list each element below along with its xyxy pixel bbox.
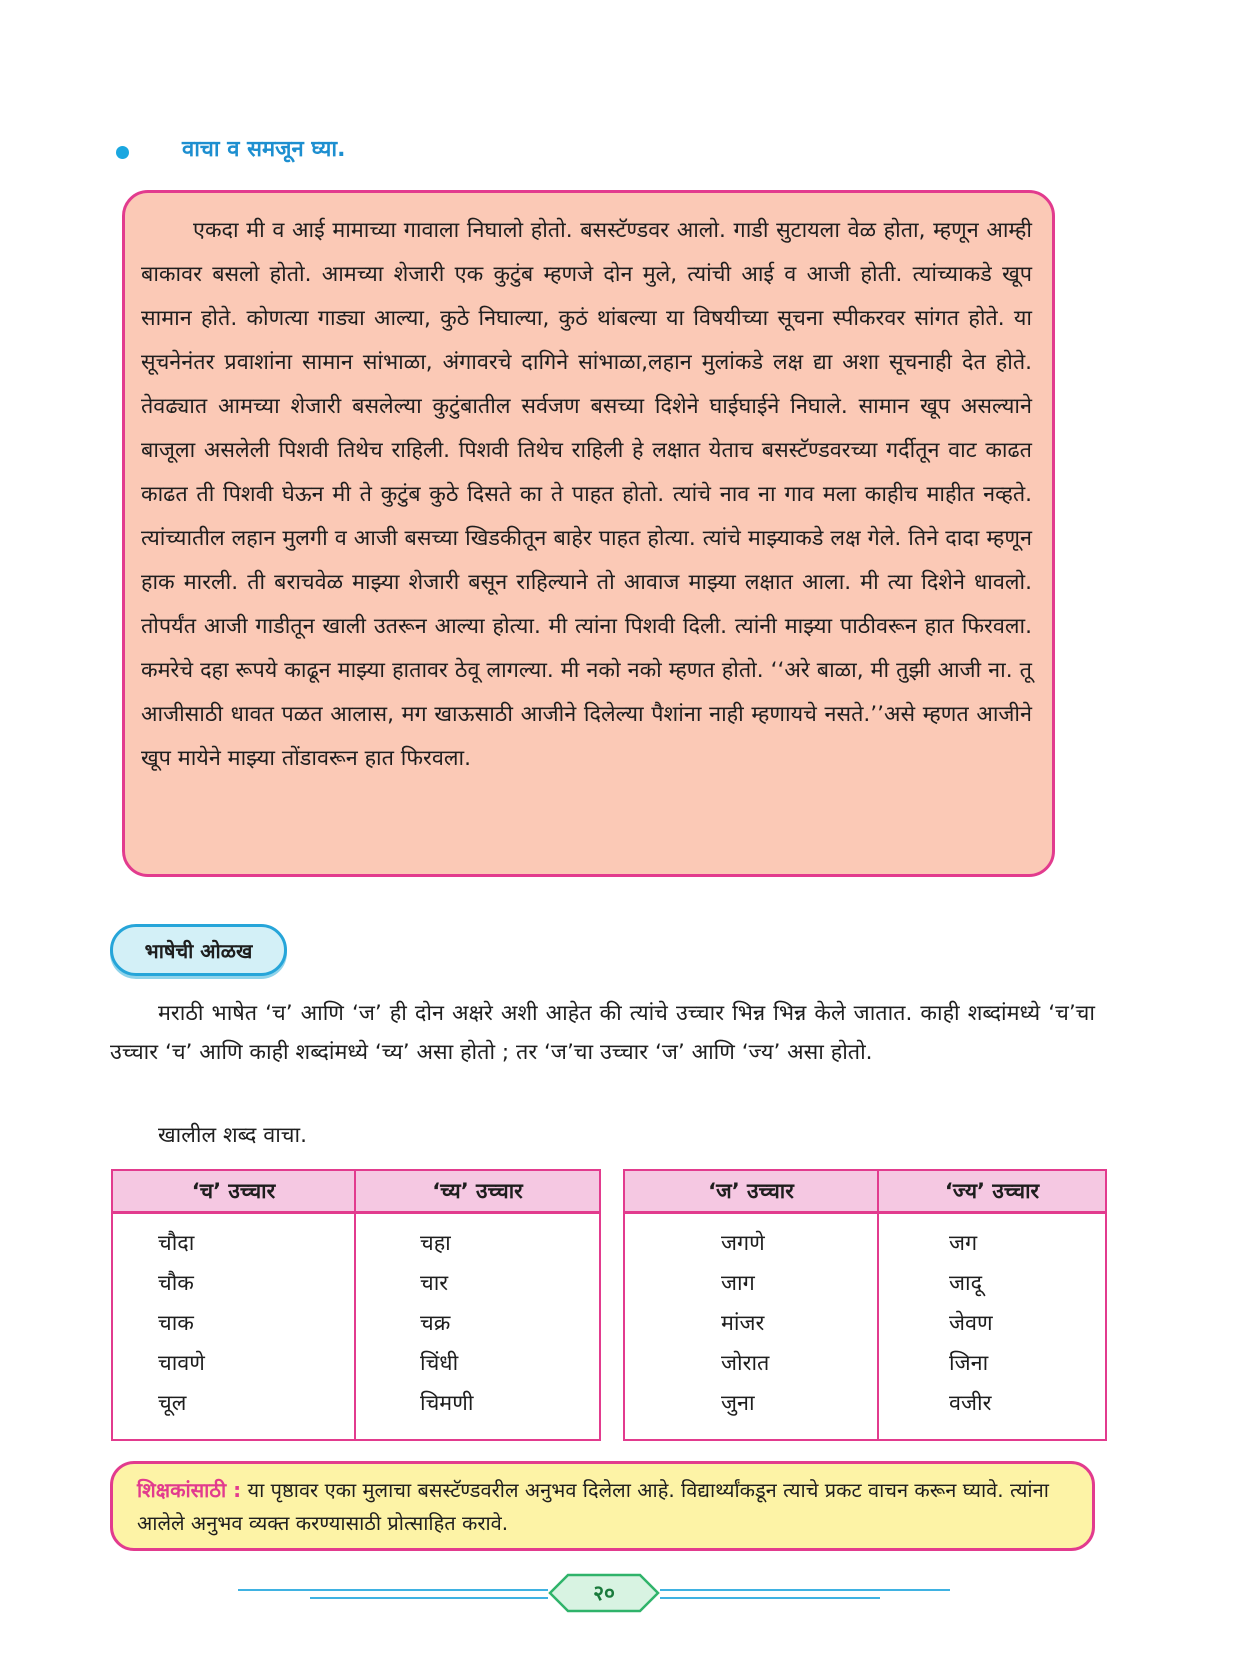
language-intro: मराठी भाषेत ‘च’ आणि ‘ज’ ही दोन अक्षरे अशी आहेत की त्यांचे उच्चार भिन्न भिन्न केले जातात. काही शब्दांमध्ये ‘च’चा उच्चार ‘च’ आणि काही शब्दांमध्ये ‘च्य’ असा होतो ; तर ‘ज’चा उच्चार ‘ज’ आणि ‘ज्य’ असा होतो. xyxy=(110,1001,1095,1065)
word-item: चहा xyxy=(420,1231,451,1256)
word-item: वजीर xyxy=(949,1391,992,1416)
word-item: जादू xyxy=(949,1271,983,1296)
section-heading: वाचा व समजून घ्या. xyxy=(182,137,346,162)
footer-rule-left xyxy=(238,1589,548,1591)
word-item: चाक xyxy=(158,1311,194,1336)
word-item: जुना xyxy=(721,1391,755,1416)
word-item: जोरात xyxy=(721,1351,770,1376)
ja-pronunciation-table xyxy=(623,1169,1107,1441)
teacher-note-label: शिक्षकांसाठी : xyxy=(137,1478,242,1502)
footer-rule-right-inner xyxy=(660,1597,880,1599)
word-column xyxy=(878,1213,1106,1441)
word-column xyxy=(624,1213,878,1441)
footer-rule-right xyxy=(660,1589,950,1591)
story-box xyxy=(122,190,1055,877)
word-item: चावणे xyxy=(158,1351,205,1376)
teacher-note-text: या पृष्ठावर एका मुलाचा बसस्टॅण्डवरील अनुभव दिलेला आहे. विद्यार्थ्यांकडून त्याचे प्रकट वाचन करून घ्यावे. त्यांना आलेले अनुभव व्यक्त करण्यासाठी प्रोत्साहित करावे. xyxy=(137,1478,1049,1535)
word-item: मांजर xyxy=(721,1311,765,1336)
story-text: एकदा मी व आई मामाच्या गावाला निघालो होतो. बसस्टॅण्डवर आलो. गाडी सुटायला वेळ होता, म्हणून आम्ही बाकावर बसलो होतो. आमच्या शेजारी एक कुटुंब म्हणजे दोन मुले, त्यांची आई व आजी होती. त्यांच्याकडे खूप सामान होते. कोणत्या गाड्या आल्या, कुठे निघाल्या, कुठं थांबल्या या विषयीच्या सूचना स्पीकरवर सांगत होते. या सूचनेनंतर प्रवाशांना सामान सांभाळा, अंगावरचे दागिने सांभाळा,लहान मुलांकडे लक्ष द्या अशा सूचनाही देत होते. तेवढ्यात आमच्या शेजारी बसलेल्या कुटुंबातील सर्वजण बसच्या दिशेने घाईघाईने निघाले. सामान खूप असल्याने बाजूला असलेली पिशवी तिथेच राहिली. पिशवी तिथेच राहिली हे लक्षात येताच बसस्टॅण्डवरच्या गर्दीतून वाट काढत काढत ती पिशवी घेऊन मी ते कुटुंब कुठे दिसते का ते पाहत होतो. त्यांचे नाव ना गाव मला काहीच माहीत नव्हते. त्यांच्यातील लहान मुलगी व आजी बसच्या खिडकीतून बाहेर पाहत होत्या. त्यांचे माझ्याकडे लक्ष गेले. तिने दादा म्हणून हाक मारली. ती बराचवेळ माझ्या शेजारी बसून राहिल्याने तो आवाज माझ्या लक्षात आला. मी त्या दिशेने धावलो. तोपर्यंत आजी गाडीतून खाली उतरून आल्या होत्या. मी त्यांना पिशवी दिली. त्यांनी माझ्या पाठीवरून हात फिरवला. कमरेचे दहा रूपये काढून माझ्या हातावर ठेवू लागल्या. मी नको नको म्हणत होतो. ‘‘अरे बाळा, मी तुझी आजी ना. तू आजीसाठी धावत पळत आलास, मग खाऊसाठी आजीने दिलेल्या पैशांना नाही म्हणायचे नसते.’’असे म्हणत आजीने खूप मायेने माझ्या तोंडावरून हात फिरवला. xyxy=(141,218,1032,771)
word-item: जाग xyxy=(721,1271,755,1296)
word-item: चौक xyxy=(158,1271,194,1296)
cha-pronunciation-table xyxy=(111,1169,601,1441)
table-header: ‘च्य’ उच्चार xyxy=(355,1170,600,1213)
word-column xyxy=(355,1213,600,1441)
table-header: ‘ज्य’ उच्चार xyxy=(878,1170,1106,1213)
instruction-text: खालील शब्द वाचा. xyxy=(158,1123,307,1148)
bullet-dot xyxy=(116,146,129,159)
footer-rule-left-inner xyxy=(310,1597,548,1599)
language-label-pill: भाषेची ओळख xyxy=(110,924,287,976)
word-item: चूल xyxy=(158,1391,187,1416)
word-item: चिंधी xyxy=(420,1351,459,1376)
word-item: चौदा xyxy=(158,1231,195,1256)
word-item: चक्र xyxy=(420,1311,451,1336)
word-item: जेवण xyxy=(949,1311,993,1336)
word-column xyxy=(112,1213,355,1441)
teacher-note xyxy=(110,1461,1095,1551)
word-item: जगणे xyxy=(721,1231,765,1256)
word-item: जिना xyxy=(949,1351,989,1376)
word-item: चार xyxy=(420,1271,449,1296)
word-item: जग xyxy=(949,1231,978,1256)
word-item: चिमणी xyxy=(420,1391,474,1416)
table-header: ‘ज’ उच्चार xyxy=(624,1170,878,1213)
table-header: ‘च’ उच्चार xyxy=(112,1170,355,1213)
page-number: २० xyxy=(593,1581,615,1605)
